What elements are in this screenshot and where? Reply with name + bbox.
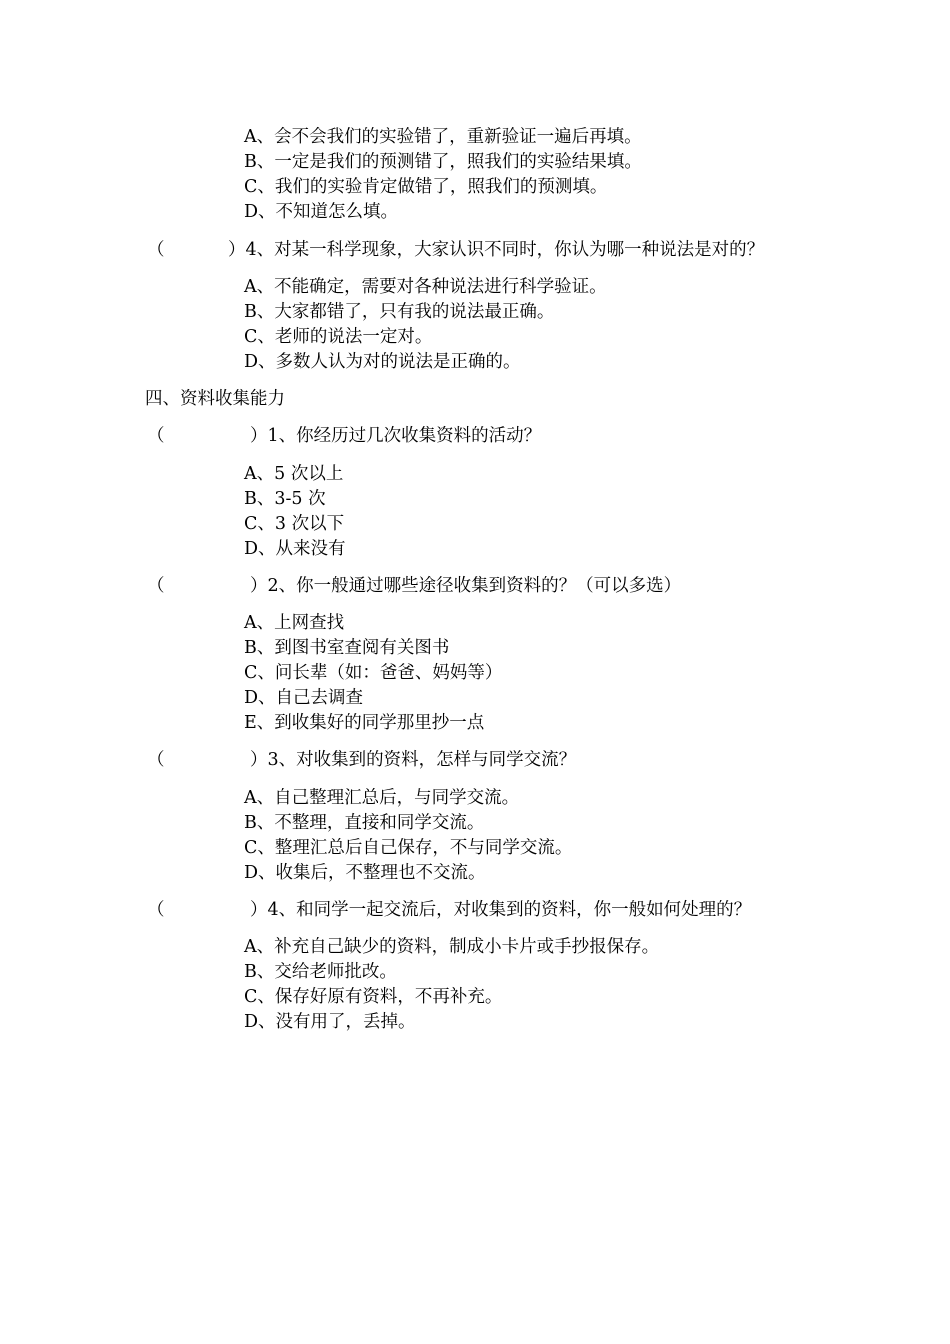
option-a: A、5 次以上 (244, 464, 344, 484)
option-e: E、到收集好的同学那里抄一点 (244, 713, 485, 733)
answer-blank-open: （ (147, 240, 165, 260)
question-text: ）4、对某一科学现象，大家认识不同时，你认为哪一种说法是对的？ (228, 240, 765, 260)
option-b: B、一定是我们的预测错了，照我们的实验结果填。 (244, 152, 642, 172)
option-a: A、会不会我们的实验错了，重新验证一遍后再填。 (244, 127, 642, 147)
option-d: D、收集后，不整理也不交流。 (244, 863, 486, 883)
option-b: B、大家都错了，只有我的说法最正确。 (244, 302, 555, 322)
option-d: D、从来没有 (244, 539, 346, 559)
question-text: ）2、你一般通过哪些途径收集到资料的？（可以多选） (250, 576, 682, 596)
option-b: B、到图书室查阅有关图书 (244, 638, 450, 658)
option-d: D、多数人认为对的说法是正确的。 (244, 352, 521, 372)
option-a: A、自己整理汇总后，与同学交流。 (244, 788, 520, 808)
option-c: C、3 次以下 (244, 514, 345, 534)
answer-blank-open: （ (147, 426, 165, 446)
option-b: B、3-5 次 (244, 489, 326, 509)
answer-blank-open: （ (147, 900, 165, 920)
option-d: D、没有用了，丢掉。 (244, 1012, 416, 1032)
option-c: C、整理汇总后自己保存，不与同学交流。 (244, 838, 573, 858)
option-c: C、问长辈（如：爸爸、妈妈等） (244, 663, 503, 683)
question-text: ）1、你经历过几次收集资料的活动？ (250, 426, 542, 446)
option-a: A、上网查找 (244, 613, 345, 633)
answer-blank-open: （ (147, 750, 165, 770)
option-c: C、老师的说法一定对。 (244, 327, 433, 347)
option-a: A、不能确定，需要对各种说法进行科学验证。 (244, 277, 607, 297)
option-b: B、交给老师批改。 (244, 962, 397, 982)
question-text: ）3、对收集到的资料，怎样与同学交流？ (250, 750, 577, 770)
question-text: ）4、和同学一起交流后，对收集到的资料，你一般如何处理的？ (250, 900, 752, 920)
option-d: D、不知道怎么填。 (244, 202, 399, 222)
option-b: B、不整理，直接和同学交流。 (244, 813, 485, 833)
option-a: A、补充自己缺少的资料，制成小卡片或手抄报保存。 (244, 937, 660, 957)
option-c: C、保存好原有资料，不再补充。 (244, 987, 503, 1007)
option-c: C、我们的实验肯定做错了，照我们的预测填。 (244, 177, 608, 197)
answer-blank-open: （ (147, 576, 165, 596)
option-d: D、自己去调查 (244, 688, 364, 708)
section-heading: 四、资料收集能力 (145, 389, 285, 409)
